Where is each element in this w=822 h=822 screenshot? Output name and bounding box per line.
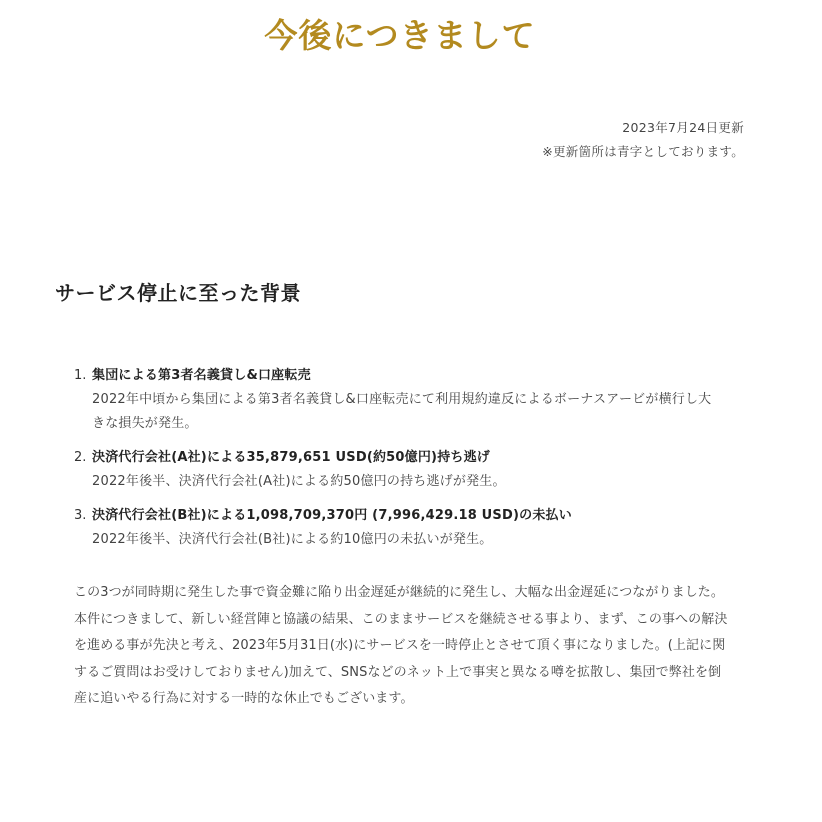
reason-description: 2022年中頃から集団による第3者名義貸し&口座転売にて利用規約違反によるボーナスアービが横行し大きな損失が発生。 — [92, 392, 712, 431]
reason-title: 決済代行会社(B社)による1,098,709,370円 (7,996,429.18 USD)の未払い — [92, 508, 572, 523]
reason-number: 2. — [74, 450, 87, 465]
section-heading: サービス停止に至った背景 — [55, 281, 301, 305]
reason-item-1 — [74, 364, 724, 436]
updated-date: 2023年7月24日更新 — [622, 120, 744, 135]
update-note: ※更新箇所は青字としております。 — [542, 144, 744, 159]
reason-description: 2022年後半、決済代行会社(B社)による約10億円の未払いが発生。 — [92, 532, 493, 547]
reason-item-3 — [74, 504, 724, 552]
reason-list — [74, 364, 724, 562]
update-info — [542, 116, 744, 164]
reason-item-2 — [74, 446, 724, 494]
reason-number: 3. — [74, 508, 87, 523]
reason-description: 2022年後半、決済代行会社(A社)による約50億円の持ち逃げが発生。 — [92, 474, 506, 489]
reason-title: 集団による第3者名義貸し&口座転売 — [92, 368, 311, 383]
reason-number: 1. — [74, 368, 87, 383]
page-title: 今後につきまして — [264, 16, 536, 55]
summary-paragraph: この3つが同時期に発生した事で資金難に陥り出金遅延が継続的に発生し、大幅な出金遅延につながりました。本件につきまして、新しい経営陣と協議の結果、このままサービスを継続させる事より、まず、この事への解決を進める事が先決と考え、2023年5月31日(水)にサービスを一時停止とさせて頂く事になりました。(上記に関するご質問はお受けしておりません)加えて、SNSなどのネット上で事実と異なる噂を拡散し、集団で弊社を倒産に追いやる行為に対する一時的な休止でもございます。 — [74, 585, 728, 706]
reason-title: 決済代行会社(A社)による35,879,651 USD(約50億円)持ち逃げ — [92, 450, 490, 465]
